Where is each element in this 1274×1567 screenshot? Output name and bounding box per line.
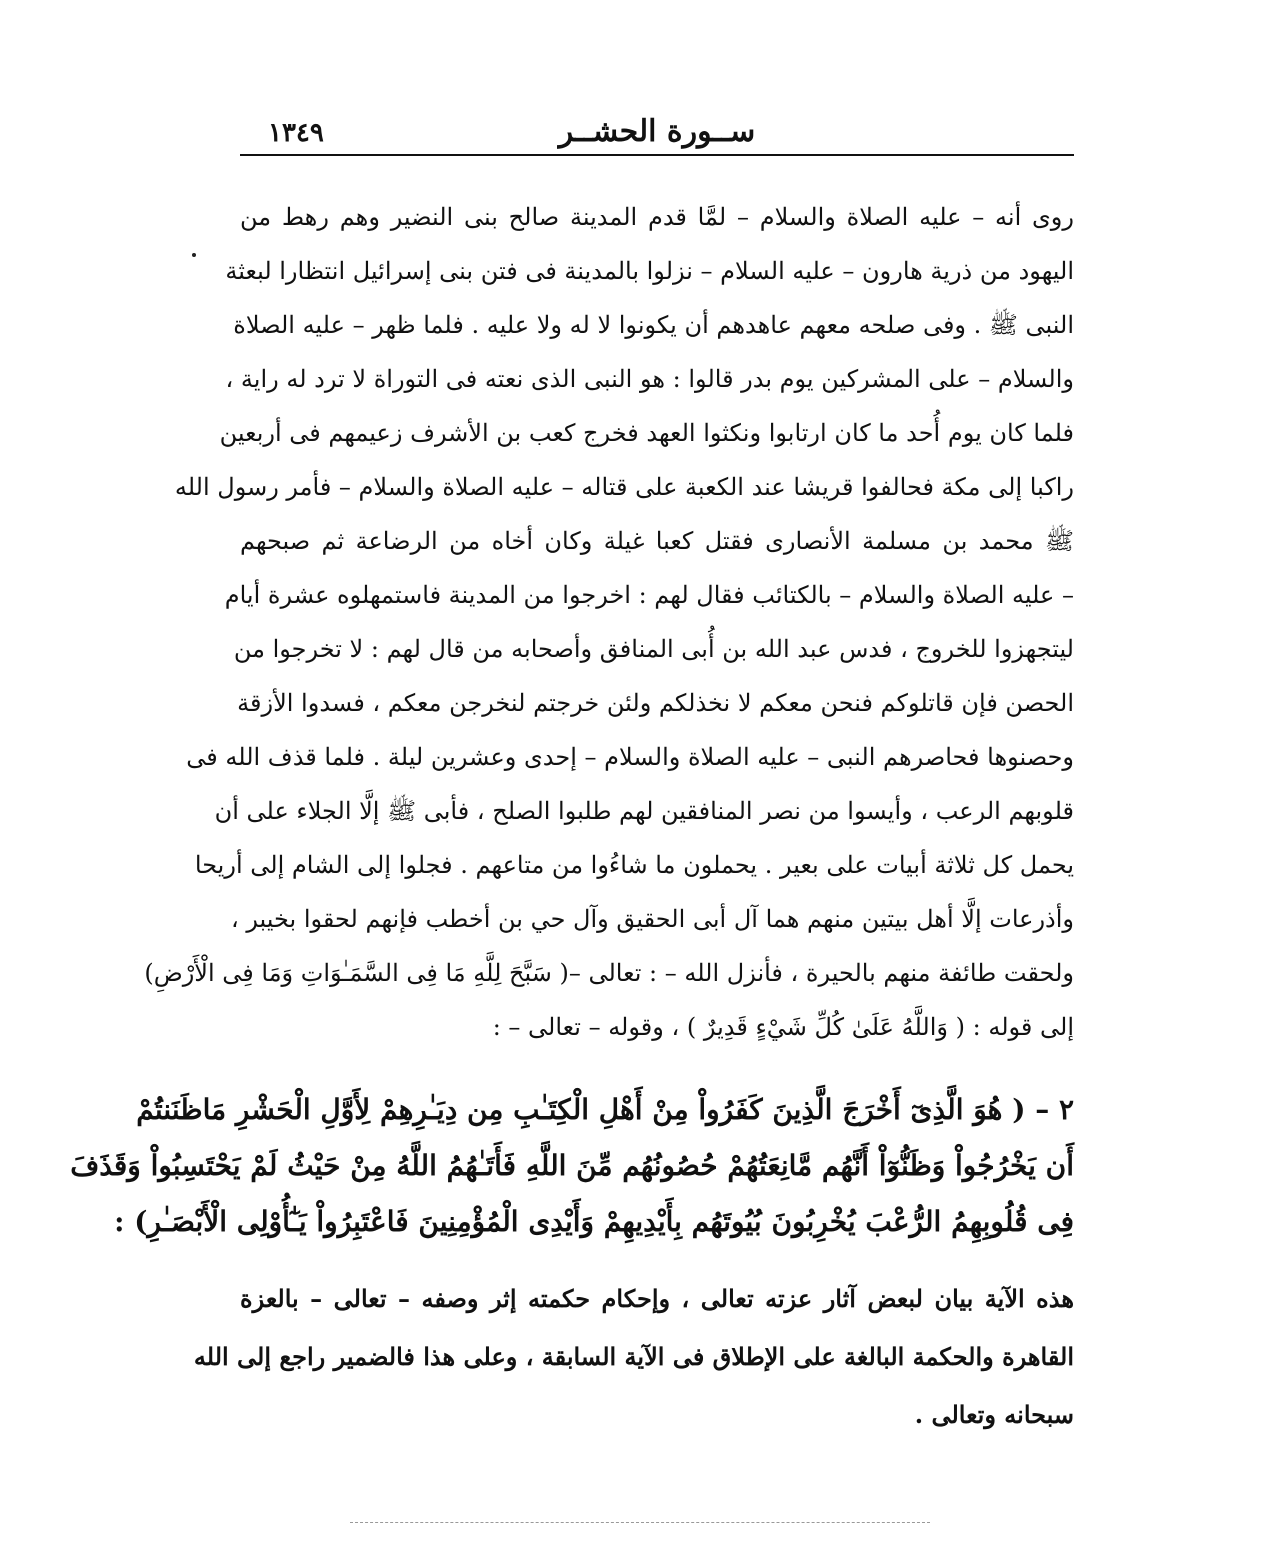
text-line: اليهود من ذرية هارون – عليه السلام – نزلوا بالمدينة فى فتن بنى إسرائيل انتظارا لبعثة (225, 257, 1074, 285)
verse-line: فِى قُلُوبِهِمُ الرُّعْبَ يُخْرِبُونَ بُيُوتَهُم بِأَيْدِيهِمْ وَأَيْدِى الْمُؤْمِنِينَ فَاعْتَبِرُواْ يَـٰٓأُوْلِى الْأَبْصَـٰرِ) : (114, 1205, 1074, 1238)
text-line: الحصن فإن قاتلوكم فنحن معكم لا نخذلكم ولئن خرجتم لنخرجن معكم ، فسدوا الأزقة (237, 689, 1074, 717)
quran-verse (70, 1082, 1074, 1250)
commentary-paragraph (193, 1270, 1074, 1444)
text-line: إلى قوله : ( وَاللَّهُ عَلَىٰ كُلِّ شَيْءٍ قَدِيرٌ ) ، وقوله – تعالى – : (492, 1013, 1074, 1041)
text-line: – عليه الصلاة والسلام – بالكتائب فقال لهم : اخرجوا من المدينة فاستمهلوه عشرة أيام (224, 581, 1074, 609)
text-line: وأذرعات إلَّا أهل بيتين منهم هما آل أبى الحقيق وآل حي بن أخطب فإنهم لحقوا بخيبر ، (230, 905, 1074, 933)
text-line: فلما كان يوم أُحد ما كان ارتابوا ونكثوا العهد فخرج كعب بن الأشرف زعيمهم فى أربعين (219, 419, 1074, 447)
text-line: والسلام – على المشركين يوم بدر قالوا : هو النبى الذى نعته فى التوراة لا ترد له راية ، (225, 365, 1074, 393)
text-line: النبى ﷺ . وفى صلحه معهم عاهدهم أن يكونوا لا له ولا عليه . فلما ظهر – عليه الصلاة (233, 311, 1074, 339)
commentary-line: سبحانه وتعالى . (914, 1400, 1074, 1429)
commentary-line: القاهرة والحكمة البالغة على الإطلاق فى الآية السابقة ، وعلى هذا فالضمير راجع إلى الله (193, 1342, 1074, 1371)
text-line: ليتجهزوا للخروج ، فدس عبد الله بن أُبى المنافق وأصحابه من قال لهم : لا تخرجوا من (233, 635, 1074, 663)
margin-mark (192, 253, 196, 257)
verse-line: ٢ – ( هُوَ الَّذِىٓ أَخْرَجَ الَّذِينَ كَفَرُواْ مِنْ أَهْلِ الْكِتَـٰبِ مِن دِيَـٰرِهِمْ لِأَوَّلِ الْحَشْرِ مَاظَنَنتُمْ (136, 1093, 1074, 1126)
verse-line: أَن يَخْرُجُواْ وَظَنُّوٓاْ أَنَّهُم مَّانِعَتُهُمْ حُصُونُهُم مِّنَ اللَّهِ فَأَتَـٰهُمُ اللَّهُ مِنْ حَيْثُ لَمْ يَحْتَسِبُواْ وَقَذَفَ (70, 1149, 1074, 1182)
text-line: روى أنه – عليه الصلاة والسلام – لمَّا قدم المدينة صالح بنى النضير وهم رهط من (240, 203, 1074, 231)
running-header (242, 112, 1072, 156)
text-line: راكبا إلى مكة فحالفوا قريشا عند الكعبة على قتاله – عليه الصلاة والسلام – فأمر رسول الله (174, 473, 1074, 501)
text-line: يحمل كل ثلاثة أبيات على بعير . يحملون ما شاءُوا من متاعهم . فجلوا إلى الشام إلى أريحا (194, 851, 1074, 879)
text-line: ولحقت طائفة منهم بالحيرة ، فأنزل الله – : تعالى –( سَبَّحَ لِلَّهِ مَا فِى السَّمَـٰوَاتِ وَمَا فِى الْأَرْضِ) (144, 959, 1074, 987)
page-bottom-edge (350, 1522, 930, 1523)
header-divider (240, 154, 1074, 156)
text-line: وحصنوها فحاصرهم النبى – عليه الصلاة والسلام – إحدى وعشرين ليلة . فلما قذف الله فى (186, 743, 1074, 771)
commentary-line: هذه الآية بيان لبعض آثار عزته تعالى ، وإحكام حكمته إثر وصفه – تعالى – بالعزة (240, 1284, 1074, 1313)
text-line: قلوبهم الرعب ، وأيسوا من نصر المنافقين لهم طلبوا الصلح ، فأبى ﷺ إلَّا الجلاء على أن (214, 797, 1074, 825)
page-number: ١٣٤٩ (268, 118, 324, 148)
surah-title: ســورة الحشــر (558, 114, 756, 149)
text-line: ﷺ محمد بن مسلمة الأنصارى فقتل كعبا غيلة وكان أخاه من الرضاعة ثم صبحهم (240, 527, 1074, 555)
tafsir-paragraph (144, 190, 1074, 1054)
